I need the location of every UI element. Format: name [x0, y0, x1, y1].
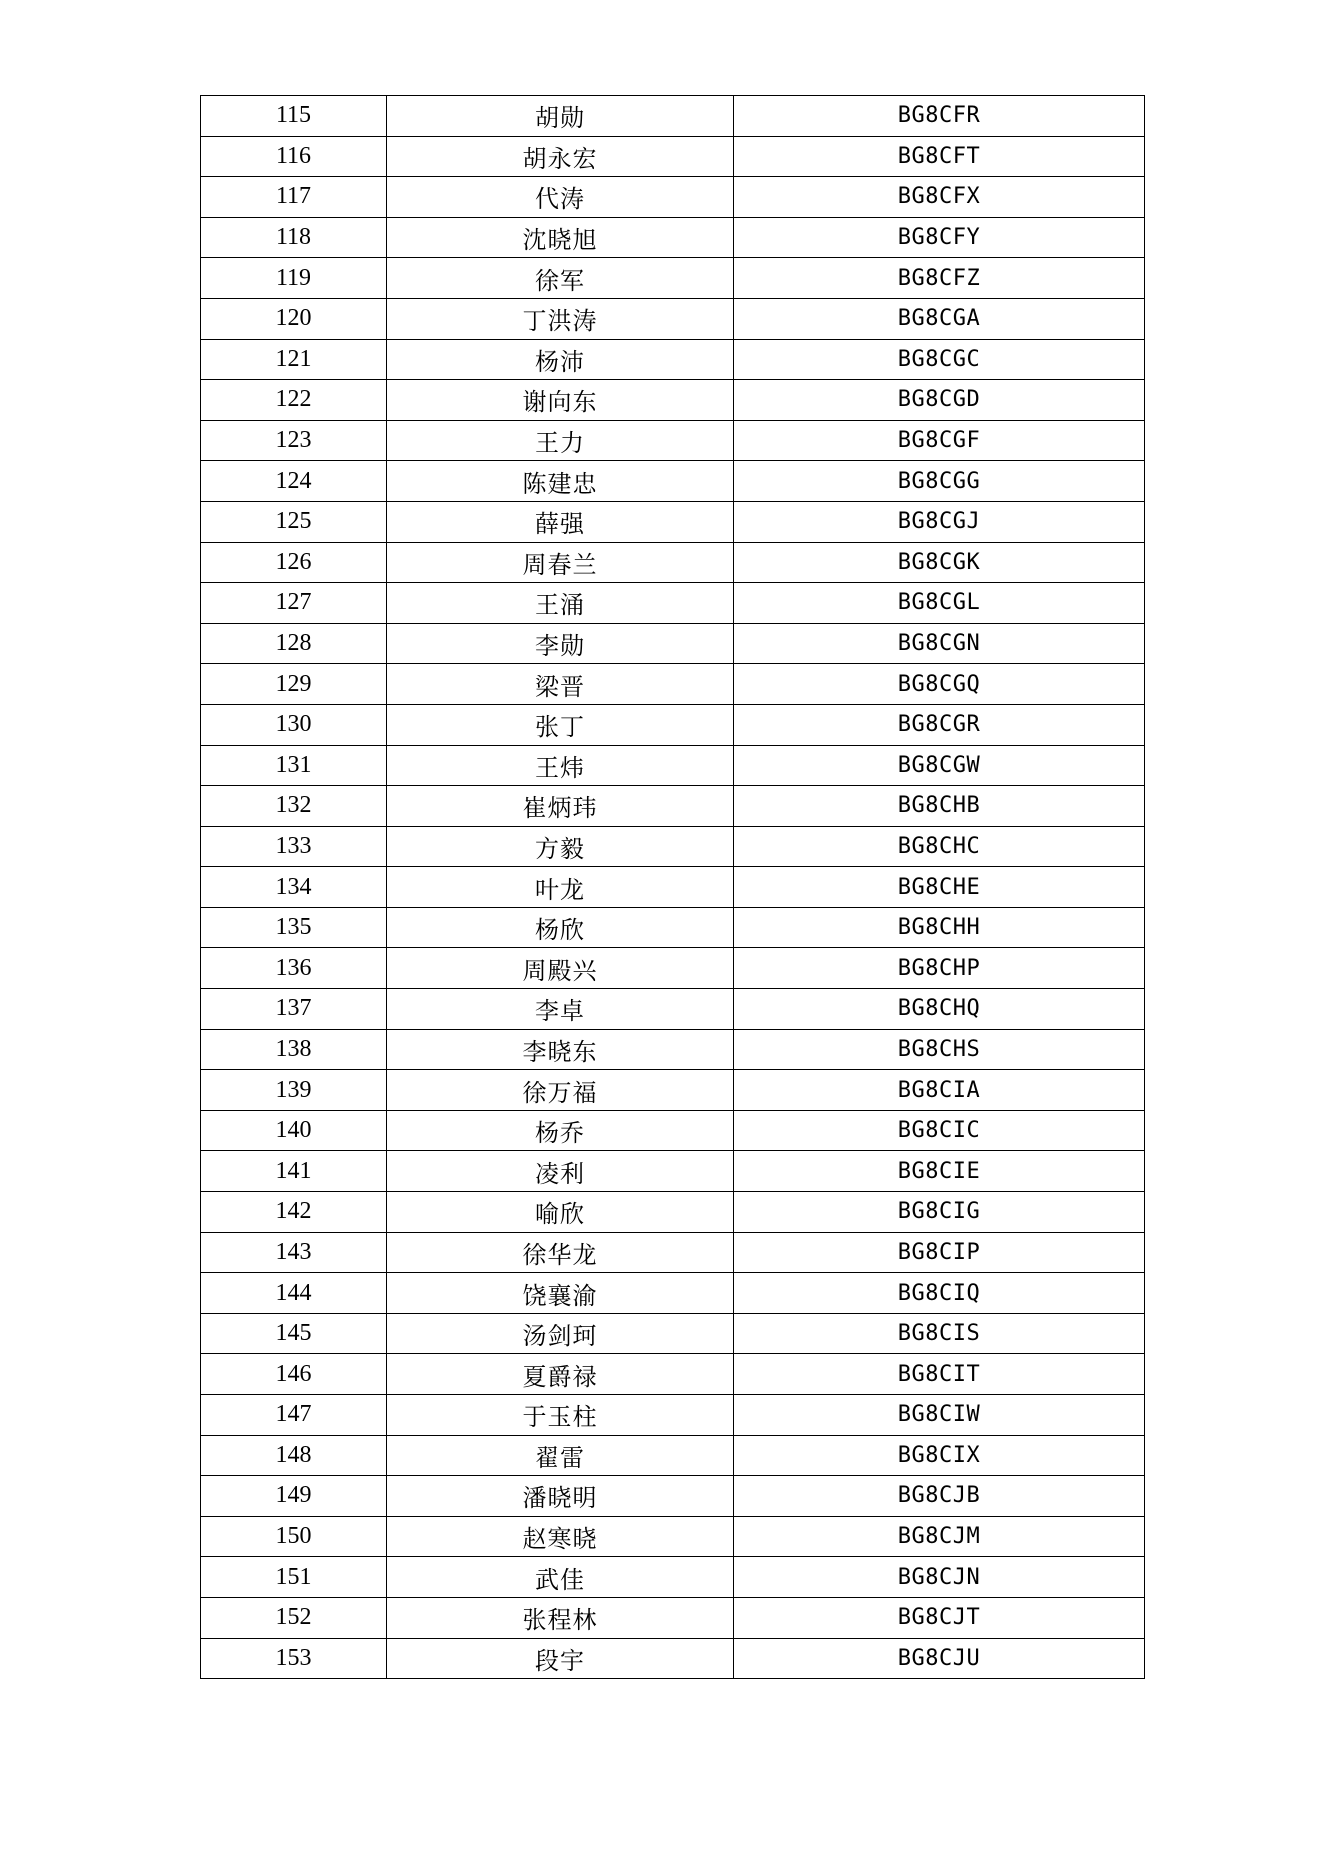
table-row — [201, 501, 1145, 542]
row-number-cell: 138 — [201, 1029, 387, 1070]
name-cell: 徐华龙 — [387, 1232, 734, 1273]
table-row — [201, 623, 1145, 664]
row-number-cell: 120 — [201, 298, 387, 339]
row-number-cell: 148 — [201, 1435, 387, 1476]
row-number-cell: 119 — [201, 258, 387, 299]
row-number-cell: 115 — [201, 96, 387, 137]
callsign-cell: BG8CJU — [734, 1638, 1145, 1679]
row-number-cell: 125 — [201, 501, 387, 542]
table-row — [201, 1273, 1145, 1314]
row-number-cell: 153 — [201, 1638, 387, 1679]
name-cell: 徐万福 — [387, 1070, 734, 1111]
name-cell: 王力 — [387, 420, 734, 461]
name-cell: 汤剑珂 — [387, 1313, 734, 1354]
callsign-cell: BG8CGQ — [734, 664, 1145, 705]
name-cell: 饶襄渝 — [387, 1273, 734, 1314]
name-cell: 薛强 — [387, 501, 734, 542]
name-cell: 武佳 — [387, 1557, 734, 1598]
callsign-cell: BG8CHH — [734, 907, 1145, 948]
row-number-cell: 142 — [201, 1192, 387, 1233]
callsign-cell: BG8CGA — [734, 298, 1145, 339]
callsign-cell: BG8CIQ — [734, 1273, 1145, 1314]
name-cell: 李卓 — [387, 989, 734, 1030]
callsign-cell: BG8CIP — [734, 1232, 1145, 1273]
table-row — [201, 1232, 1145, 1273]
name-cell: 沈晓旭 — [387, 217, 734, 258]
row-number-cell: 149 — [201, 1476, 387, 1517]
table-row — [201, 1435, 1145, 1476]
name-cell: 胡永宏 — [387, 136, 734, 177]
name-cell: 段宇 — [387, 1638, 734, 1679]
callsign-cell: BG8CIW — [734, 1395, 1145, 1436]
table-row — [201, 907, 1145, 948]
table-row — [201, 1516, 1145, 1557]
callsign-cell: BG8CJN — [734, 1557, 1145, 1598]
name-cell: 夏爵禄 — [387, 1354, 734, 1395]
row-number-cell: 130 — [201, 704, 387, 745]
table-row — [201, 1313, 1145, 1354]
name-cell: 翟雷 — [387, 1435, 734, 1476]
name-cell: 王炜 — [387, 745, 734, 786]
row-number-cell: 140 — [201, 1110, 387, 1151]
row-number-cell: 116 — [201, 136, 387, 177]
table-row — [201, 1597, 1145, 1638]
table-row — [201, 461, 1145, 502]
table-row — [201, 258, 1145, 299]
row-number-cell: 118 — [201, 217, 387, 258]
callsign-cell: BG8CIX — [734, 1435, 1145, 1476]
callsign-cell: BG8CFR — [734, 96, 1145, 137]
table-row — [201, 177, 1145, 218]
table-row — [201, 867, 1145, 908]
callsign-cell: BG8CJT — [734, 1597, 1145, 1638]
table-row — [201, 583, 1145, 624]
callsign-cell: BG8CIE — [734, 1151, 1145, 1192]
row-number-cell: 123 — [201, 420, 387, 461]
table-row — [201, 1029, 1145, 1070]
row-number-cell: 151 — [201, 1557, 387, 1598]
row-number-cell: 126 — [201, 542, 387, 583]
row-number-cell: 144 — [201, 1273, 387, 1314]
name-cell: 陈建忠 — [387, 461, 734, 502]
name-cell: 谢向东 — [387, 380, 734, 421]
callsign-table — [200, 95, 1145, 1679]
callsign-cell: BG8CIT — [734, 1354, 1145, 1395]
row-number-cell: 132 — [201, 786, 387, 827]
table-row — [201, 298, 1145, 339]
row-number-cell: 134 — [201, 867, 387, 908]
row-number-cell: 127 — [201, 583, 387, 624]
name-cell: 徐军 — [387, 258, 734, 299]
callsign-cell: BG8CGC — [734, 339, 1145, 380]
callsign-cell: BG8CGL — [734, 583, 1145, 624]
row-number-cell: 141 — [201, 1151, 387, 1192]
table-row — [201, 1110, 1145, 1151]
callsign-cell: BG8CFX — [734, 177, 1145, 218]
table-row — [201, 339, 1145, 380]
name-cell: 周春兰 — [387, 542, 734, 583]
name-cell: 周殿兴 — [387, 948, 734, 989]
callsign-cell: BG8CHS — [734, 1029, 1145, 1070]
table-row — [201, 989, 1145, 1030]
table-row — [201, 1070, 1145, 1111]
callsign-cell: BG8CGF — [734, 420, 1145, 461]
name-cell: 杨乔 — [387, 1110, 734, 1151]
row-number-cell: 136 — [201, 948, 387, 989]
callsign-cell: BG8CIG — [734, 1192, 1145, 1233]
table-row — [201, 786, 1145, 827]
table-row — [201, 96, 1145, 137]
table-row — [201, 745, 1145, 786]
row-number-cell: 152 — [201, 1597, 387, 1638]
callsign-cell: BG8CGJ — [734, 501, 1145, 542]
callsign-cell: BG8CHC — [734, 826, 1145, 867]
row-number-cell: 147 — [201, 1395, 387, 1436]
row-number-cell: 139 — [201, 1070, 387, 1111]
name-cell: 于玉柱 — [387, 1395, 734, 1436]
row-number-cell: 150 — [201, 1516, 387, 1557]
table-row — [201, 664, 1145, 705]
table-row — [201, 1476, 1145, 1517]
callsign-cell: BG8CGW — [734, 745, 1145, 786]
callsign-cell: BG8CJM — [734, 1516, 1145, 1557]
callsign-cell: BG8CGR — [734, 704, 1145, 745]
callsign-cell: BG8CJB — [734, 1476, 1145, 1517]
callsign-cell: BG8CGK — [734, 542, 1145, 583]
table-row — [201, 1354, 1145, 1395]
name-cell: 杨欣 — [387, 907, 734, 948]
table-row — [201, 217, 1145, 258]
row-number-cell: 117 — [201, 177, 387, 218]
callsign-cell: BG8CFT — [734, 136, 1145, 177]
name-cell: 叶龙 — [387, 867, 734, 908]
callsign-cell: BG8CGG — [734, 461, 1145, 502]
callsign-cell: BG8CGN — [734, 623, 1145, 664]
table-row — [201, 826, 1145, 867]
callsign-cell: BG8CHP — [734, 948, 1145, 989]
callsign-cell: BG8CIA — [734, 1070, 1145, 1111]
name-cell: 代涛 — [387, 177, 734, 218]
name-cell: 李晓东 — [387, 1029, 734, 1070]
callsign-cell: BG8CHQ — [734, 989, 1145, 1030]
name-cell: 方毅 — [387, 826, 734, 867]
table-row — [201, 704, 1145, 745]
table-row — [201, 542, 1145, 583]
row-number-cell: 128 — [201, 623, 387, 664]
name-cell: 喻欣 — [387, 1192, 734, 1233]
row-number-cell: 122 — [201, 380, 387, 421]
row-number-cell: 135 — [201, 907, 387, 948]
callsign-cell: BG8CHE — [734, 867, 1145, 908]
callsign-cell: BG8CFZ — [734, 258, 1145, 299]
table-row — [201, 1192, 1145, 1233]
name-cell: 崔炳玮 — [387, 786, 734, 827]
row-number-cell: 143 — [201, 1232, 387, 1273]
name-cell: 梁晋 — [387, 664, 734, 705]
callsign-cell: BG8CIS — [734, 1313, 1145, 1354]
row-number-cell: 121 — [201, 339, 387, 380]
table-row — [201, 1638, 1145, 1679]
callsign-cell: BG8CHB — [734, 786, 1145, 827]
name-cell: 李勋 — [387, 623, 734, 664]
table-row — [201, 136, 1145, 177]
table-row — [201, 420, 1145, 461]
row-number-cell: 124 — [201, 461, 387, 502]
callsign-table-body — [201, 96, 1145, 1679]
row-number-cell: 131 — [201, 745, 387, 786]
row-number-cell: 129 — [201, 664, 387, 705]
name-cell: 王涌 — [387, 583, 734, 624]
name-cell: 杨沛 — [387, 339, 734, 380]
name-cell: 丁洪涛 — [387, 298, 734, 339]
row-number-cell: 137 — [201, 989, 387, 1030]
name-cell: 张丁 — [387, 704, 734, 745]
name-cell: 凌利 — [387, 1151, 734, 1192]
row-number-cell: 133 — [201, 826, 387, 867]
table-row — [201, 1395, 1145, 1436]
name-cell: 胡勋 — [387, 96, 734, 137]
callsign-cell: BG8CGD — [734, 380, 1145, 421]
table-row — [201, 1557, 1145, 1598]
row-number-cell: 146 — [201, 1354, 387, 1395]
table-row — [201, 1151, 1145, 1192]
name-cell: 张程林 — [387, 1597, 734, 1638]
row-number-cell: 145 — [201, 1313, 387, 1354]
table-row — [201, 948, 1145, 989]
name-cell: 潘晓明 — [387, 1476, 734, 1517]
table-row — [201, 380, 1145, 421]
name-cell: 赵寒晓 — [387, 1516, 734, 1557]
callsign-cell: BG8CFY — [734, 217, 1145, 258]
callsign-cell: BG8CIC — [734, 1110, 1145, 1151]
